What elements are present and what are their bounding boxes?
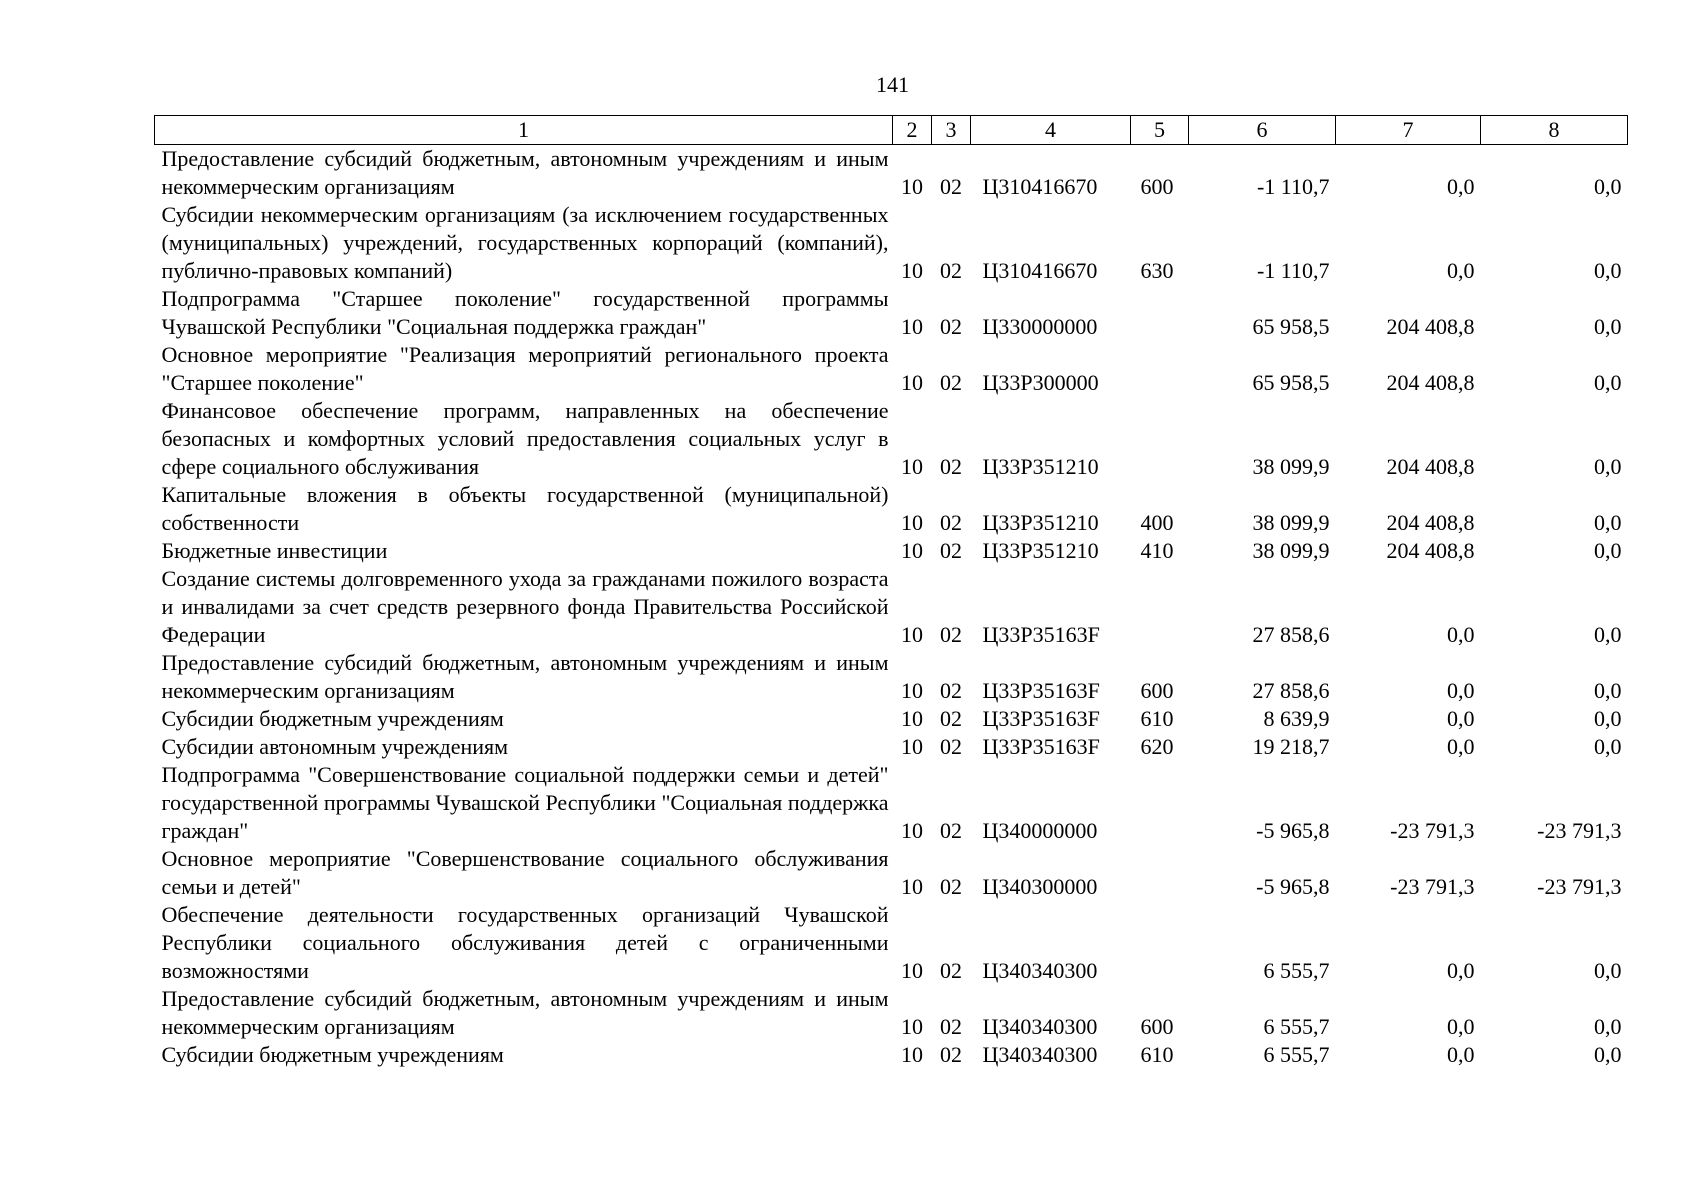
row-subsection: 02 <box>940 818 962 843</box>
row-target-article: Ц33Р35163F <box>982 706 1100 731</box>
row-section: 10 <box>901 370 923 395</box>
row-section: 10 <box>901 678 923 703</box>
row-amount-6: 65 958,5 <box>1252 370 1330 395</box>
row-amount-6: 6 555,7 <box>1263 1042 1330 1067</box>
column-header-3: 3 <box>932 116 971 145</box>
row-amount-8: 0,0 <box>1594 258 1622 283</box>
row-subsection: 02 <box>940 454 962 479</box>
row-target-article: Ц33Р35163F <box>982 622 1100 647</box>
row-section: 10 <box>901 454 923 479</box>
row-name: Подпрограмма "Совершенствование социальной поддержки семьи и детей" государственной программы Чувашской Республики "Социальная поддержка граждан" <box>161 762 889 843</box>
row-amount-6: 27 858,6 <box>1252 622 1330 647</box>
column-header-4: 4 <box>971 116 1131 145</box>
row-amount-8: 0,0 <box>1594 678 1622 703</box>
row-expense-type: 600 <box>1140 1014 1174 1039</box>
row-name: Предоставление субсидий бюджетным, автономным учреждениям и иным некоммерческим организациям <box>161 986 889 1039</box>
row-expense-type <box>1131 901 1189 985</box>
row-target-article: Ц33Р351210 <box>982 454 1099 479</box>
table-row <box>155 761 1628 845</box>
row-subsection: 02 <box>940 174 962 199</box>
row-amount-8: 0,0 <box>1594 706 1622 731</box>
row-expense-type <box>1131 285 1189 341</box>
row-name: Основное мероприятие "Совершенствование социального обслуживания семьи и детей" <box>161 846 889 899</box>
row-amount-6: 27 858,6 <box>1252 678 1330 703</box>
column-header-1: 1 <box>155 116 893 145</box>
table-row <box>155 481 1628 537</box>
row-subsection: 02 <box>940 258 962 283</box>
table-body <box>155 145 1628 1070</box>
row-target-article: Ц340000000 <box>982 818 1098 843</box>
row-expense-type <box>1131 761 1189 845</box>
column-header-2: 2 <box>893 116 932 145</box>
row-amount-7: -23 791,3 <box>1390 874 1475 899</box>
row-target-article: Ц340300000 <box>982 874 1098 899</box>
table-row <box>155 341 1628 397</box>
row-target-article: Ц33Р351210 <box>982 538 1099 563</box>
table-row <box>155 733 1628 761</box>
row-subsection: 02 <box>940 622 962 647</box>
row-name: Предоставление субсидий бюджетным, автономным учреждениям и иным некоммерческим организациям <box>161 146 889 199</box>
row-amount-8: -23 791,3 <box>1537 818 1622 843</box>
row-amount-6: 38 099,9 <box>1252 454 1330 479</box>
row-amount-8: 0,0 <box>1594 622 1622 647</box>
row-amount-6: 6 555,7 <box>1263 958 1330 983</box>
row-expense-type <box>1131 565 1189 649</box>
table-row <box>155 845 1628 901</box>
row-subsection: 02 <box>940 958 962 983</box>
row-amount-8: 0,0 <box>1594 1042 1622 1067</box>
row-amount-8: 0,0 <box>1594 454 1622 479</box>
row-name: Финансовое обеспечение программ, направленных на обеспечение безопасных и комфортных условий предоставления социальных услуг в сфере социального обслуживания <box>161 398 889 479</box>
row-section: 10 <box>901 314 923 339</box>
row-amount-6: 8 639,9 <box>1263 706 1330 731</box>
table-row <box>155 145 1628 202</box>
table-row <box>155 985 1628 1041</box>
row-section: 10 <box>901 510 923 535</box>
row-section: 10 <box>901 258 923 283</box>
row-amount-7: 0,0 <box>1447 706 1475 731</box>
column-header-8: 8 <box>1481 116 1628 145</box>
row-target-article: Ц340340300 <box>982 1014 1098 1039</box>
row-target-article: Ц340340300 <box>982 958 1098 983</box>
row-amount-6: 38 099,9 <box>1252 510 1330 535</box>
row-amount-7: 0,0 <box>1447 1042 1475 1067</box>
row-name: Подпрограмма "Старшее поколение" государственной программы Чувашской Республики "Социальная поддержка граждан" <box>161 286 889 339</box>
row-expense-type <box>1131 845 1189 901</box>
row-subsection: 02 <box>940 874 962 899</box>
row-amount-6: 38 099,9 <box>1252 538 1330 563</box>
table-row <box>155 649 1628 705</box>
row-amount-7: 204 408,8 <box>1386 314 1475 339</box>
table-row <box>155 1041 1628 1069</box>
row-expense-type <box>1131 397 1189 481</box>
row-expense-type: 630 <box>1140 258 1174 283</box>
row-subsection: 02 <box>940 510 962 535</box>
table-row <box>155 201 1628 285</box>
row-amount-7: -23 791,3 <box>1390 818 1475 843</box>
row-target-article: Ц340340300 <box>982 1042 1098 1067</box>
row-amount-8: 0,0 <box>1594 510 1622 535</box>
table-row <box>155 901 1628 985</box>
row-section: 10 <box>901 1042 923 1067</box>
row-amount-7: 0,0 <box>1447 734 1475 759</box>
row-amount-7: 204 408,8 <box>1386 370 1475 395</box>
row-name: Субсидии некоммерческим организациям (за исключением государственных (муниципальных) учреждений, государственных корпораций (компаний), публично-правовых компаний) <box>161 202 889 283</box>
row-section: 10 <box>901 538 923 563</box>
row-subsection: 02 <box>940 538 962 563</box>
row-amount-7: 204 408,8 <box>1386 510 1475 535</box>
row-amount-6: 19 218,7 <box>1252 734 1330 759</box>
row-section: 10 <box>901 958 923 983</box>
row-amount-7: 0,0 <box>1447 622 1475 647</box>
row-target-article: Ц33Р35163F <box>982 734 1100 759</box>
row-target-article: Ц33Р351210 <box>982 510 1099 535</box>
column-header-5: 5 <box>1131 116 1189 145</box>
row-amount-6: 6 555,7 <box>1263 1014 1330 1039</box>
row-amount-8: 0,0 <box>1594 1014 1622 1039</box>
row-amount-7: 204 408,8 <box>1386 454 1475 479</box>
row-amount-8: 0,0 <box>1594 538 1622 563</box>
row-name: Обеспечение деятельности государственных организаций Чувашской Республики социального обслуживания детей с ограниченными возможностями <box>161 902 889 983</box>
row-name: Субсидии бюджетным учреждениям <box>161 706 504 731</box>
row-target-article: Ц33Р300000 <box>982 370 1099 395</box>
row-amount-7: 0,0 <box>1447 678 1475 703</box>
row-name: Бюджетные инвестиции <box>161 538 388 563</box>
row-expense-type: 610 <box>1140 1042 1174 1067</box>
row-expense-type: 400 <box>1140 510 1174 535</box>
row-subsection: 02 <box>940 734 962 759</box>
table-row <box>155 705 1628 733</box>
row-subsection: 02 <box>940 314 962 339</box>
table-row <box>155 397 1628 481</box>
row-subsection: 02 <box>940 706 962 731</box>
row-subsection: 02 <box>940 1042 962 1067</box>
row-amount-7: 0,0 <box>1447 258 1475 283</box>
row-section: 10 <box>901 622 923 647</box>
row-expense-type: 410 <box>1140 538 1174 563</box>
table-row <box>155 285 1628 341</box>
row-subsection: 02 <box>940 370 962 395</box>
row-name: Капитальные вложения в объекты государственной (муниципальной) собственности <box>161 482 889 535</box>
row-amount-7: 0,0 <box>1447 958 1475 983</box>
row-amount-8: 0,0 <box>1594 370 1622 395</box>
row-target-article: Ц33Р35163F <box>982 678 1100 703</box>
page-number: 141 <box>876 72 909 97</box>
column-header-7: 7 <box>1336 116 1481 145</box>
row-name: Субсидии бюджетным учреждениям <box>161 1042 504 1067</box>
row-target-article: Ц310416670 <box>982 174 1098 199</box>
budget-table <box>154 115 1628 1069</box>
table-row <box>155 537 1628 565</box>
row-amount-8: 0,0 <box>1594 314 1622 339</box>
row-section: 10 <box>901 874 923 899</box>
table-header <box>155 116 1628 145</box>
row-section: 10 <box>901 818 923 843</box>
row-subsection: 02 <box>940 678 962 703</box>
row-amount-6: -1 110,7 <box>1256 258 1330 283</box>
row-expense-type: 610 <box>1140 706 1174 731</box>
row-amount-8: 0,0 <box>1594 174 1622 199</box>
row-expense-type: 600 <box>1140 678 1174 703</box>
row-amount-8: -23 791,3 <box>1537 874 1622 899</box>
row-subsection: 02 <box>940 1014 962 1039</box>
row-amount-6: 65 958,5 <box>1252 314 1330 339</box>
row-amount-7: 204 408,8 <box>1386 538 1475 563</box>
row-name: Создание системы долговременного ухода за гражданами пожилого возраста и инвалидами за счет средств резервного фонда Правительства Российской Федерации <box>161 566 889 647</box>
row-expense-type: 600 <box>1140 174 1174 199</box>
row-amount-7: 0,0 <box>1447 174 1475 199</box>
row-name: Субсидии автономным учреждениям <box>161 734 509 759</box>
row-amount-6: -5 965,8 <box>1256 818 1330 843</box>
row-section: 10 <box>901 1014 923 1039</box>
row-amount-7: 0,0 <box>1447 1014 1475 1039</box>
row-expense-type <box>1131 341 1189 397</box>
row-target-article: Ц310416670 <box>982 258 1098 283</box>
row-amount-6: -5 965,8 <box>1256 874 1330 899</box>
row-expense-type: 620 <box>1140 734 1174 759</box>
row-amount-8: 0,0 <box>1594 734 1622 759</box>
column-header-6: 6 <box>1189 116 1336 145</box>
row-name: Основное мероприятие "Реализация мероприятий регионального проекта "Старшее поколение" <box>161 342 889 395</box>
row-section: 10 <box>901 174 923 199</box>
row-target-article: Ц330000000 <box>982 314 1098 339</box>
row-amount-8: 0,0 <box>1594 958 1622 983</box>
row-name: Предоставление субсидий бюджетным, автономным учреждениям и иным некоммерческим организациям <box>161 650 889 703</box>
row-amount-6: -1 110,7 <box>1256 174 1330 199</box>
row-section: 10 <box>901 706 923 731</box>
table-row <box>155 565 1628 649</box>
row-section: 10 <box>901 734 923 759</box>
